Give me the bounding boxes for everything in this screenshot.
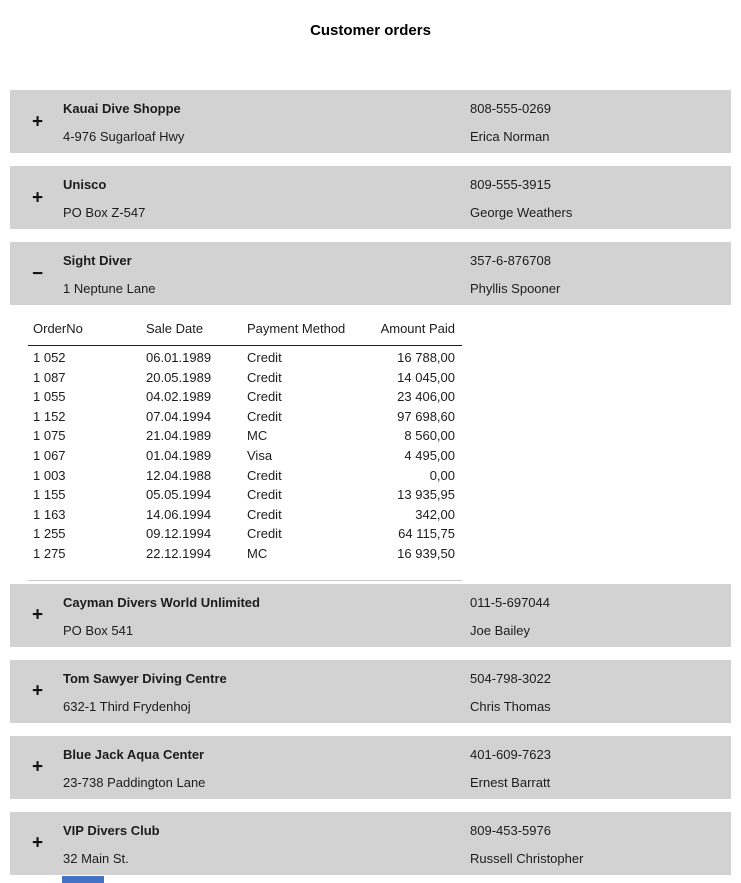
order-cell: 14.06.1994	[146, 506, 212, 522]
order-cell: 01.04.1989	[146, 447, 212, 463]
order-row	[28, 368, 462, 388]
customer-card-tom-sawyer	[10, 660, 731, 723]
expand-plus-icon[interactable]: +	[32, 756, 44, 778]
customer-address: 32 Main St.	[63, 850, 129, 866]
orders-header-row	[28, 321, 462, 346]
order-row	[28, 524, 462, 544]
order-cell: MC	[247, 428, 268, 444]
collapse-minus-icon[interactable]: −	[32, 263, 44, 284]
customer-phone: 504-798-3022	[470, 670, 551, 686]
customer-phone: 401-609-7623	[470, 746, 551, 762]
customer-name: Cayman Divers World Unlimited	[63, 594, 260, 610]
order-row	[28, 544, 462, 564]
customer-name: Sight Diver	[63, 253, 132, 268]
customer-contact: Ernest Barratt	[470, 774, 551, 790]
order-cell: 06.01.1989	[146, 350, 212, 365]
order-cell: 0,00	[429, 467, 455, 483]
customer-card-vip-divers	[10, 812, 731, 875]
customer-address: 1 Neptune Lane	[63, 281, 156, 296]
orders-detail-section	[28, 321, 462, 581]
order-cell: Credit	[247, 526, 282, 542]
order-cell: 1 152	[33, 408, 66, 424]
customer-contact: Joe Bailey	[470, 622, 530, 638]
expand-plus-icon[interactable]: +	[32, 680, 44, 702]
order-row	[28, 446, 462, 466]
order-cell: 1 052	[33, 350, 66, 365]
customer-phone: 011-5-697044	[470, 594, 550, 610]
customer-card-unisco	[10, 166, 731, 229]
column-header-sale-date: Sale Date	[146, 321, 247, 346]
order-cell: Credit	[247, 389, 282, 405]
customer-name: Blue Jack Aqua Center	[63, 746, 205, 762]
customer-name: VIP Divers Club	[63, 822, 160, 838]
customer-card-kauai	[10, 90, 731, 153]
customer-contact: Erica Norman	[470, 129, 550, 144]
customer-contact: Phyllis Spooner	[470, 281, 561, 296]
customer-contact: Chris Thomas	[470, 698, 551, 714]
order-cell: 1 275	[33, 545, 66, 561]
expand-plus-icon[interactable]: +	[32, 604, 44, 626]
customer-card-blue-jack	[10, 736, 731, 799]
order-row	[28, 346, 462, 368]
order-row	[28, 485, 462, 505]
customer-phone: 357-6-876708	[470, 253, 551, 268]
order-cell: Credit	[247, 369, 282, 385]
orders-table	[28, 321, 462, 564]
column-header-orderno: OrderNo	[28, 321, 146, 346]
order-cell: 05.05.1994	[146, 487, 212, 503]
order-cell: 14 045,00	[397, 369, 455, 385]
customer-phone: 809-555-3915	[470, 177, 551, 192]
order-row	[28, 505, 462, 525]
order-cell: 1 087	[33, 369, 66, 385]
customer-phone: 808-555-0269	[470, 101, 551, 116]
customer-address: 632-1 Third Frydenhoj	[63, 698, 191, 714]
order-cell: 09.12.1994	[146, 526, 212, 542]
order-cell: 4 495,00	[404, 447, 455, 463]
order-cell: 1 155	[33, 487, 66, 503]
order-cell: 22.12.1994	[146, 545, 212, 561]
order-cell: 23 406,00	[397, 389, 455, 405]
customer-contact: George Weathers	[470, 205, 573, 220]
customer-name: Kauai Dive Shoppe	[63, 101, 181, 116]
customer-address: PO Box 541	[63, 622, 134, 638]
customer-address: 4-976 Sugarloaf Hwy	[63, 129, 185, 144]
order-cell: 1 003	[33, 467, 66, 483]
column-header-amount-paid: Amount Paid	[357, 321, 462, 346]
order-cell: 1 163	[33, 506, 66, 522]
customer-card-cayman	[10, 584, 731, 647]
order-cell: 16 939,50	[397, 545, 455, 561]
customer-name: Tom Sawyer Diving Centre	[63, 670, 227, 686]
order-cell: 64 115,75	[398, 526, 455, 542]
order-cell: Credit	[247, 506, 282, 522]
order-row	[28, 407, 462, 427]
order-cell: 07.04.1994	[146, 408, 212, 424]
expand-plus-icon[interactable]: +	[32, 832, 44, 854]
expand-plus-icon[interactable]: +	[32, 187, 44, 208]
order-cell: 1 055	[33, 389, 66, 405]
customer-address: 23-738 Paddington Lane	[63, 774, 206, 790]
order-row	[28, 466, 462, 486]
column-header-payment-method: Payment Method	[247, 321, 357, 346]
order-cell: 1 255	[33, 526, 66, 542]
order-cell: Visa	[247, 447, 273, 463]
order-cell: 1 067	[33, 447, 66, 463]
order-cell: 342,00	[415, 506, 455, 522]
order-row	[28, 387, 462, 407]
order-cell: Credit	[247, 467, 282, 483]
page-title: Customer orders	[310, 22, 431, 39]
customer-card-sight-diver	[10, 242, 731, 305]
order-cell: Credit	[247, 408, 282, 424]
order-cell: Credit	[247, 350, 282, 365]
order-cell: 21.04.1989	[146, 428, 212, 444]
order-cell: Credit	[247, 487, 282, 503]
order-row	[28, 426, 462, 446]
customer-contact: Russell Christopher	[470, 850, 584, 866]
order-cell: 8 560,00	[404, 428, 455, 444]
order-cell: 13 935,95	[397, 487, 455, 503]
order-cell: 97 698,60	[397, 408, 455, 424]
order-cell: MC	[247, 545, 268, 561]
expand-plus-icon[interactable]: +	[32, 111, 44, 132]
customer-name: Unisco	[63, 177, 107, 192]
order-cell: 12.04.1988	[146, 467, 212, 483]
order-cell: 16 788,00	[397, 350, 455, 365]
customer-phone: 809-453-5976	[470, 822, 551, 838]
customer-address: PO Box Z-547	[63, 205, 146, 220]
order-cell: 04.02.1989	[146, 389, 212, 405]
order-cell: 20.05.1989	[146, 369, 212, 385]
order-cell: 1 075	[33, 428, 66, 444]
orders-table-body	[28, 346, 462, 564]
bottom-blue-fragment	[62, 876, 104, 883]
